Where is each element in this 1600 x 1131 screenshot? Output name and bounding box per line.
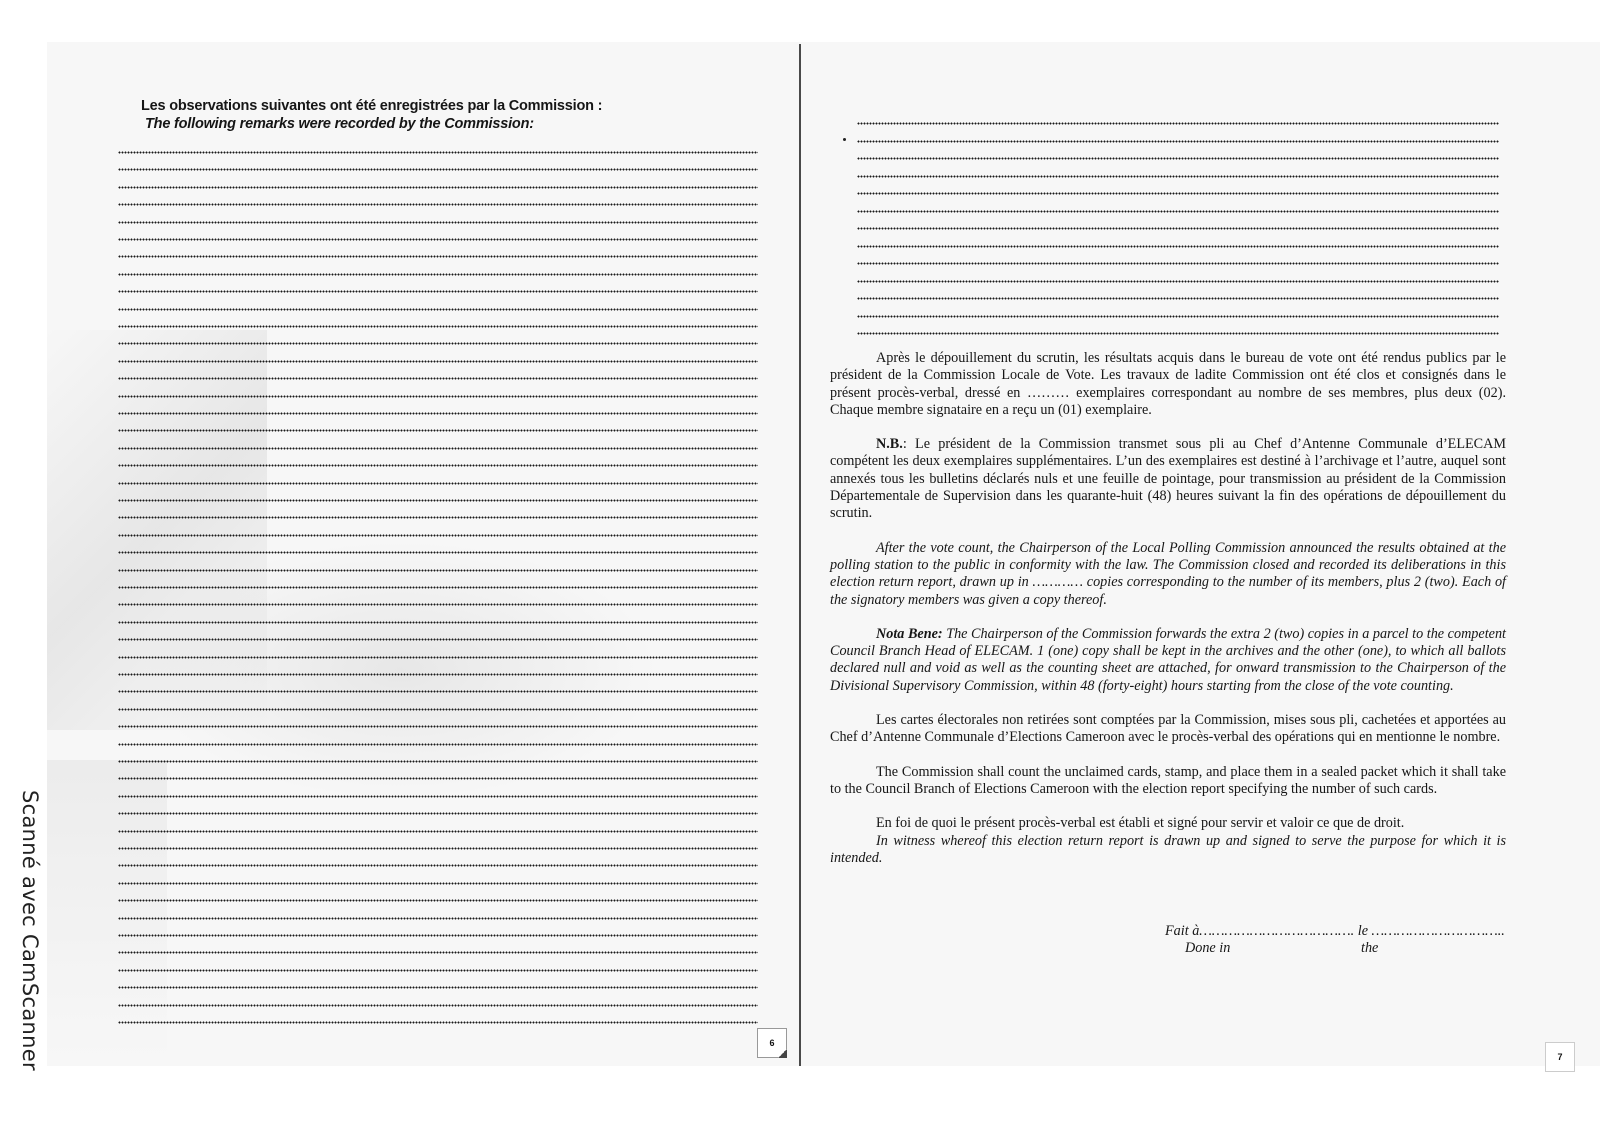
dotted-writing-line xyxy=(118,638,758,641)
continued-remarks-dotted-lines xyxy=(857,122,1499,337)
remarks-heading-en: The following remarks were recorded by the Commission: xyxy=(145,116,534,132)
dotted-writing-line xyxy=(118,290,758,293)
dotted-writing-line xyxy=(857,157,1499,160)
unclaimed-cards-en: The Commission shall count the unclaimed cards, stamp, and place them in a sealed packet which it shall take to the Council Branch of Elections Cameroon with the election report specifying the number of such cards. xyxy=(830,763,1506,797)
dotted-writing-line xyxy=(118,203,758,206)
dotted-writing-line xyxy=(118,673,758,676)
dotted-writing-line xyxy=(118,412,758,415)
signature-block xyxy=(1165,923,1505,960)
nota-bene-fr xyxy=(830,436,1506,522)
page-gutter-divider xyxy=(799,44,801,1066)
dotted-writing-line xyxy=(118,551,758,554)
dotted-writing-line xyxy=(118,221,758,224)
done-in-label: Done in xyxy=(1185,940,1231,956)
dotted-writing-line xyxy=(118,934,758,937)
nb-text-fr: : Le président de la Commission transmet sous pli au Chef d’Antenne Communale d’ELECAM compétent les deux exemplaires supplémentaires. L’un des exemplaires est destiné à l’archivage et l’autre, auquel sont annexés tous les bulletins déclarés nuls et une feuille de pointage, pour transmission au président de la Commission Départementale de Supervision dans les quarante-huit (48) heures suivant la fin des opérations de dépouillement du scrutin. xyxy=(830,436,1506,522)
dotted-writing-line xyxy=(118,429,758,432)
dotted-writing-line xyxy=(118,725,758,728)
witness-statement-en: In witness whereof this election return report is drawn up and signed to serve the purpose for which it is intended. xyxy=(830,832,1506,866)
dotted-writing-line xyxy=(118,447,758,450)
left-page xyxy=(115,98,760,132)
dotted-writing-line xyxy=(118,882,758,885)
dotted-writing-line xyxy=(118,516,758,519)
dotted-writing-line xyxy=(118,534,758,537)
dotted-writing-line xyxy=(857,315,1499,318)
dotted-writing-line xyxy=(857,175,1499,178)
dotted-writing-line xyxy=(118,864,758,867)
camscanner-watermark: Scanné avec CamScanner xyxy=(18,790,42,1071)
dotted-writing-line xyxy=(118,464,758,467)
dotted-writing-line xyxy=(118,168,758,171)
page-number-7: 7 xyxy=(1545,1042,1575,1072)
signature-translations xyxy=(1165,940,1505,960)
dotted-writing-line xyxy=(118,777,758,780)
nb-label-en: Nota Bene: xyxy=(876,625,943,642)
page-number-6: 6 xyxy=(757,1028,787,1058)
dotted-writing-line xyxy=(118,499,758,502)
dotted-writing-line xyxy=(118,899,758,902)
remarks-heading-fr: Les observations suivantes ont été enregistrées par la Commission : xyxy=(141,98,603,114)
right-page-body xyxy=(830,350,1506,867)
dotted-writing-line xyxy=(857,192,1499,195)
dotted-writing-line xyxy=(857,297,1499,300)
nota-bene-en xyxy=(830,626,1506,695)
dotted-writing-line xyxy=(118,482,758,485)
dotted-writing-line xyxy=(118,186,758,189)
dotted-writing-line xyxy=(118,656,758,659)
dotted-writing-line xyxy=(118,951,758,954)
scan-speck xyxy=(843,138,846,141)
dotted-writing-line xyxy=(118,812,758,815)
dotted-writing-line xyxy=(118,795,758,798)
dotted-writing-line xyxy=(118,743,758,746)
dotted-writing-line xyxy=(118,690,758,693)
dotted-writing-line xyxy=(857,140,1499,143)
dotted-writing-line xyxy=(118,377,758,380)
dotted-writing-line xyxy=(118,1021,758,1024)
dotted-writing-line xyxy=(118,847,758,850)
dotted-writing-line xyxy=(857,245,1499,248)
dotted-writing-line xyxy=(857,262,1499,265)
dotted-writing-line xyxy=(118,986,758,989)
dotted-writing-line xyxy=(118,151,758,154)
nb-text-en: The Chairperson of the Commission forwards the extra 2 (two) copies in a parcel to the competent Council Branch Head of ELECAM. 1 (one) copy shall be kept in the archives and the other (one), to which all ballots declared null and void as well as the counting sheet are attached, for onward transmission to the Chairperson of the Divisional Supervisory Commission, within 48 (forty-eight) hours starting from the close of the vote counting. xyxy=(830,625,1506,694)
unclaimed-cards-fr: Les cartes électorales non retirées sont comptées par la Commission, mises sous pli, cachetées et apportées au Chef d’Antenne Communale d’Elections Cameroon avec le procès-verbal des opérations qui en mentionne le nombre. xyxy=(830,712,1506,746)
dotted-writing-line xyxy=(118,830,758,833)
dotted-writing-line xyxy=(118,342,758,345)
dotted-writing-line xyxy=(118,395,758,398)
fait-a-line: Fait à………………………………. le ………………………….. xyxy=(1165,923,1505,939)
dotted-writing-line xyxy=(857,332,1499,335)
dotted-writing-line xyxy=(118,255,758,258)
dotted-writing-line xyxy=(118,569,758,572)
dotted-writing-line xyxy=(118,325,758,328)
dotted-writing-line xyxy=(118,969,758,972)
nb-label-fr: N.B. xyxy=(876,436,903,453)
result-announcement-fr: Après le dépouillement du scrutin, les résultats acquis dans le bureau de vote ont été rendus publics par le président de la Commission Locale de Vote. Les travaux de ladite Commission ont été clos et consignés dans le présent procès-verbal, dressé en ……… exemplaires correspondant au nombre de ses membres, plus deux (02). Chaque membre signataire en a reçu un (01) exemplaire. xyxy=(830,350,1506,418)
remarks-dotted-lines xyxy=(118,151,758,1026)
dotted-writing-line xyxy=(118,760,758,763)
dotted-writing-line xyxy=(118,917,758,920)
dotted-writing-line xyxy=(118,273,758,276)
the-label: the xyxy=(1361,940,1379,956)
dotted-writing-line xyxy=(118,238,758,241)
dotted-writing-line xyxy=(118,586,758,589)
dotted-writing-line xyxy=(857,210,1499,213)
dotted-writing-line xyxy=(118,308,758,311)
dotted-writing-line xyxy=(857,280,1499,283)
dotted-writing-line xyxy=(857,122,1499,125)
dotted-writing-line xyxy=(118,621,758,624)
dotted-writing-line xyxy=(118,1004,758,1007)
dotted-writing-line xyxy=(118,708,758,711)
result-announcement-en: After the vote count, the Chairperson of the Local Polling Commission announced the results obtained at the polling station to the public in conformity with the law. The Commission closed and recorded its deliberations in this election return report, drawn up in ………… copies corresponding to the number of its members, plus 2 (two). Each of the signatory members was given a copy thereof. xyxy=(830,539,1506,608)
dotted-writing-line xyxy=(118,603,758,606)
dotted-writing-line xyxy=(118,360,758,363)
dotted-writing-line xyxy=(857,227,1499,230)
witness-statement-fr: En foi de quoi le présent procès-verbal est établi et signé pour servir et valoir ce que de droit. xyxy=(876,815,1405,832)
